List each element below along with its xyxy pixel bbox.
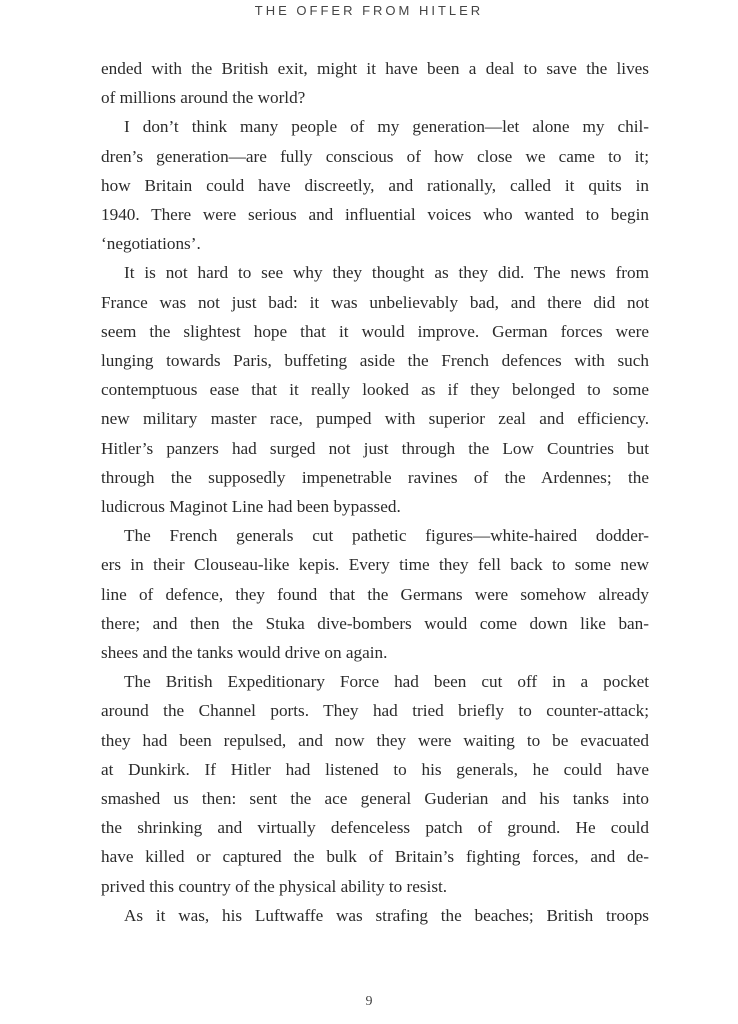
- text-line: prived this country of the physical ability to resist.: [101, 876, 448, 896]
- text-line: they had been repulsed, and now they were waiting to be evacuated: [101, 730, 649, 750]
- text-line: lunging towards Paris, buffeting aside the French defences with such: [101, 351, 649, 371]
- text-line: ers in their Clouseau-like kepis. Every time they fell back to some new: [101, 555, 649, 575]
- text-line: dren’s generation—are fully conscious of how close we came to it;: [101, 146, 649, 166]
- text-line: have killed or captured the bulk of Britain’s fighting forces, and de-: [101, 847, 649, 867]
- page-number: 9: [365, 994, 373, 1009]
- text-line: France was not just bad: it was unbelievably bad, and there did not: [101, 292, 649, 312]
- text-line: ludicrous Maginot Line had been bypassed.: [101, 497, 401, 517]
- text-line: at Dunkirk. If Hitler had listened to his generals, he could have: [101, 759, 649, 779]
- text-line: ended with the British exit, might it have been a deal to save the lives: [101, 59, 649, 78]
- text-line: of millions around the world?: [101, 88, 306, 108]
- text-line: Hitler’s panzers had surged not just through the Low Countries but: [101, 438, 649, 458]
- text-line: The British Expeditionary Force had been cut off in a pocket: [124, 672, 649, 692]
- running-head: THE OFFER FROM HITLER: [254, 3, 484, 18]
- text-line: through the supposedly impenetrable ravines of the Ardennes; the: [101, 467, 649, 487]
- text-line: line of defence, they found that the Germans were somehow already: [101, 584, 649, 604]
- text-line: ‘negotiations’.: [101, 234, 201, 254]
- text-line: It is not hard to see why they thought as they did. The news from: [124, 263, 649, 283]
- text-line: shees and the tanks would drive on again.: [101, 643, 388, 663]
- text-line: smashed us then: sent the ace general Guderian and his tanks into: [101, 789, 649, 809]
- text-line: seem the slightest hope that it would improve. German forces were: [101, 321, 649, 341]
- text-line: around the Channel ports. They had tried briefly to counter-attack;: [101, 701, 649, 721]
- text-line: As it was, his Luftwaffe was strafing the beaches; British troops: [124, 905, 649, 925]
- text-line: how Britain could have discreetly, and rationally, called it quits in: [101, 175, 649, 195]
- text-line: there; and then the Stuka dive-bombers would come down like ban-: [101, 613, 649, 633]
- text-line: contemptuous ease that it really looked as if they belonged to some: [101, 380, 649, 400]
- body-text: [101, 54, 649, 930]
- text-line: 1940. There were serious and influential voices who wanted to begin: [101, 205, 649, 225]
- text-line: new military master race, pumped with superior zeal and efficiency.: [101, 409, 649, 429]
- text-line: the shrinking and virtually defenceless patch of ground. He could: [101, 818, 649, 838]
- text-line: I don’t think many people of my generation—let alone my chil-: [124, 117, 649, 137]
- text-line: The French generals cut pathetic figures—white-haired dodder-: [124, 526, 649, 546]
